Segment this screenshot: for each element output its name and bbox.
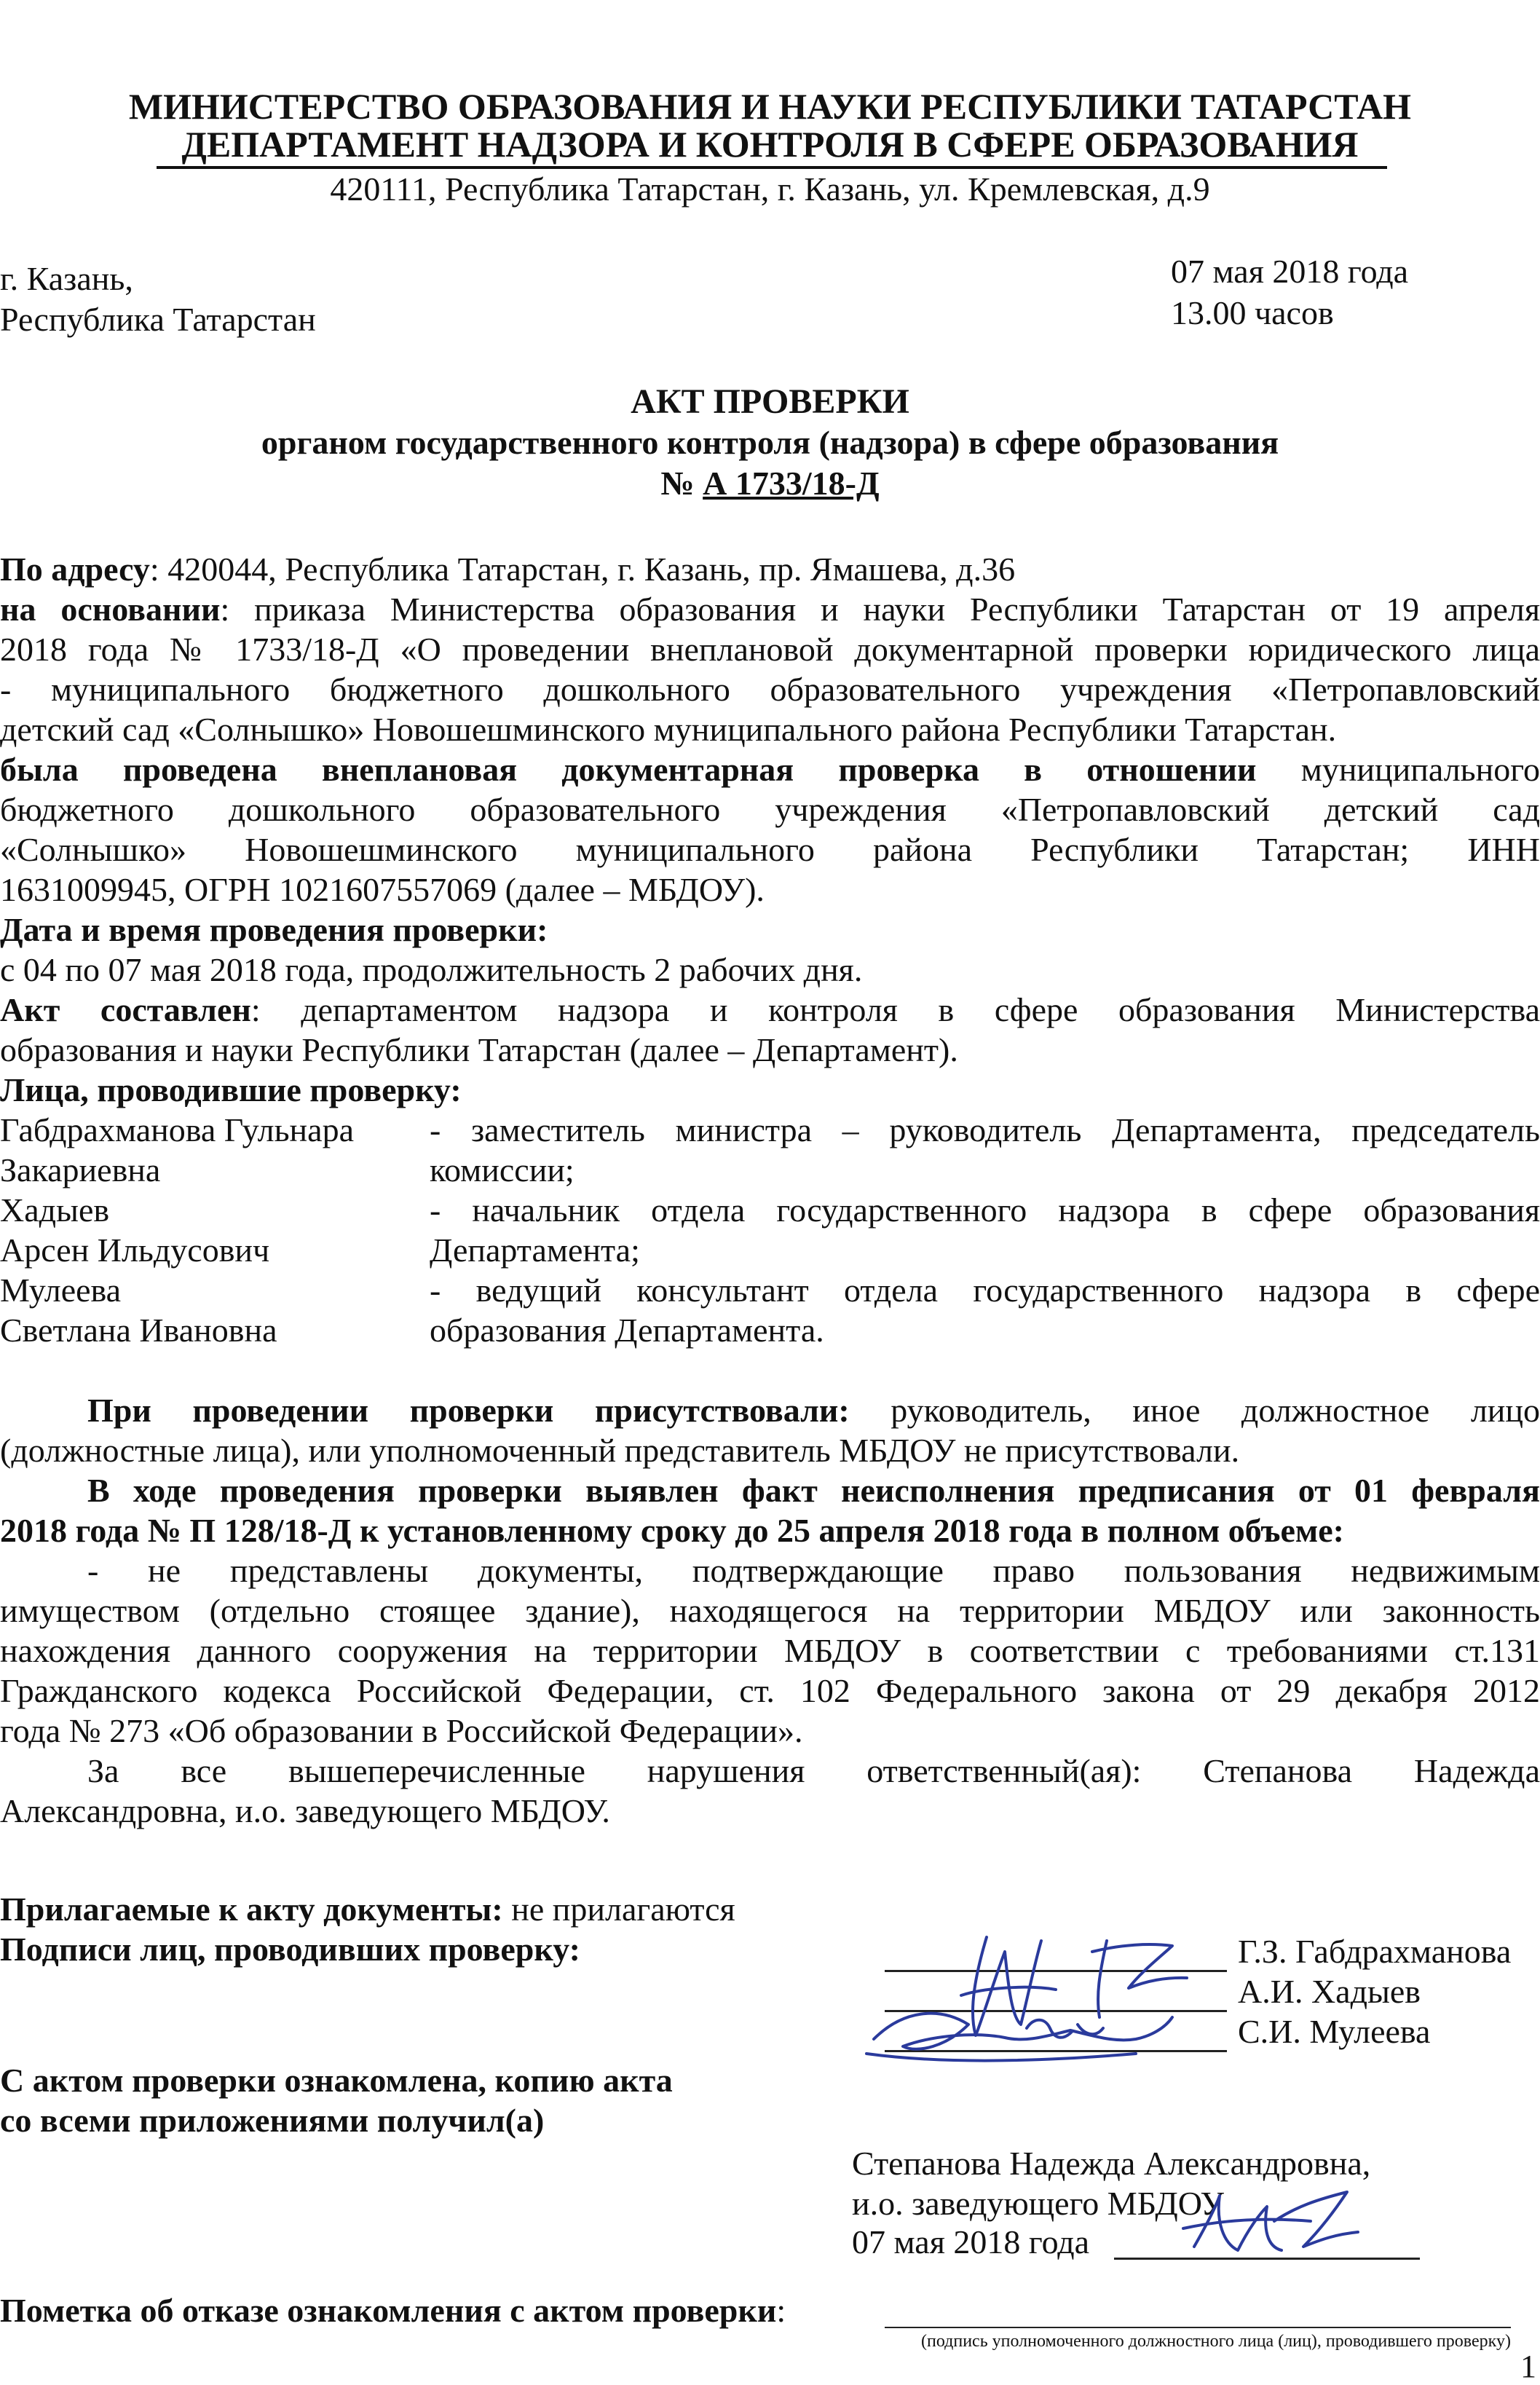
person-1-role-1: - заместитель министра – руководитель Департамента, председатель	[430, 1111, 1540, 1148]
person-3-role-2: образования Департамента.	[430, 1312, 824, 1349]
dates-value: с 04 по 07 мая 2018 года, продолжительность 2 рабочих дня.	[0, 951, 863, 988]
address-line: По адресу: 420044, Республика Татарстан, г. Казань, пр. Ямашева, д.36	[0, 551, 1016, 588]
acquainted-line-1: С актом проверки ознакомлена, копию акта	[0, 2062, 673, 2099]
place-city: г. Казань,	[0, 260, 133, 297]
violation-line-2: имуществом (отдельно стоящее здание), находящегося на территории МБДОУ или законность	[0, 1592, 1540, 1629]
violation-line-5: года № 273 «Об образовании в Российской Федерации».	[0, 1712, 803, 1749]
act-time: 13.00 часов	[1171, 294, 1334, 331]
ministry-title: МИНИСТЕРСТВО ОБРАЗОВАНИЯ И НАУКИ РЕСПУБЛИКИ ТАТАРСТАН	[128, 86, 1412, 127]
attachments-line: Прилагаемые к акту документы: не прилагаются	[0, 1891, 735, 1928]
recipient-signature	[1180, 2177, 1369, 2265]
header-address: 420111, Республика Татарстан, г. Казань, ул. Кремлевская, д.9	[330, 170, 1210, 208]
header-rule	[157, 166, 1387, 169]
person-3-role-1: - ведущий консультант отдела государственного надзора в сфере	[430, 1272, 1540, 1309]
violation-line-3: нахождения данного сооружения на территории МБДОУ в соответствии с требованиями ст.131	[0, 1632, 1540, 1669]
act-date: 07 мая 2018 года	[1171, 253, 1409, 290]
signature-caption: (подпись уполномоченного должностного лица (лиц), проводившего проверку)	[921, 2332, 1511, 2351]
dates-label: Дата и время проведения проверки:	[0, 911, 548, 948]
person-1-name-2: Закариевна	[0, 1151, 161, 1188]
recipient-name: Степанова Надежда Александровна,	[852, 2145, 1371, 2182]
inspector-signatures	[859, 1908, 1252, 2075]
violation-line-1: - не представлены документы, подтверждающие право пользования недвижимым	[87, 1552, 1540, 1589]
place-region: Республика Татарстан	[0, 301, 316, 338]
person-3-name-2: Светлана Ивановна	[0, 1312, 277, 1349]
refusal-label: Пометка об отказе ознакомления с актом проверки:	[0, 2292, 786, 2329]
signatures-label: Подписи лиц, проводивших проверку:	[0, 1931, 580, 1968]
person-2-role-1: - начальник отдела государственного надзора в сфере образования	[430, 1191, 1540, 1229]
present-line-1: При проведении проверки присутствовали: руководитель, иное должностное лицо	[87, 1392, 1540, 1429]
inspection-line-1: была проведена внеплановая документарная проверка в отношении муниципального	[0, 751, 1540, 788]
recipient-role: и.о. заведующего МБДОУ	[852, 2185, 1224, 2222]
person-2-role-2: Департамента;	[430, 1231, 640, 1269]
basis-line-2: 2018 года № 1733/18-Д «О проведении внеплановой документарной проверки юридического лица	[0, 631, 1540, 668]
violation-line-4: Гражданского кодекса Российской Федерации, ст. 102 Федерального закона от 29 декабря 2012	[0, 1672, 1540, 1709]
refusal-signature-line	[885, 2327, 1511, 2328]
act-title: АКТ ПРОВЕРКИ	[631, 382, 909, 421]
basis-line-4: детский сад «Солнышко» Новошешминского муниципального района Республики Татарстан.	[0, 711, 1337, 748]
basis-line-1: на основании: приказа Министерства образования и науки Республики Татарстан от 19 апреля	[0, 591, 1540, 628]
basis-line-3: - муниципального бюджетного дошкольного образовательного учреждения «Петропавловский	[0, 671, 1540, 708]
acquainted-line-2: со всеми приложениями получил(а)	[0, 2102, 545, 2139]
signer-1: Г.З. Габдрахманова	[1238, 1933, 1512, 1970]
page-number: 1	[1520, 2349, 1536, 2384]
person-2-name-1: Хадыев	[0, 1191, 110, 1229]
inspection-line-3: «Солнышко» Новошешминского муниципального района Республики Татарстан; ИНН	[0, 831, 1540, 868]
act-subtitle: органом государственного контроля (надзора) в сфере образования	[261, 424, 1279, 461]
finding-line-2: 2018 года № П 128/18-Д к установленному сроку до 25 апреля 2018 года в полном объеме:	[0, 1512, 1344, 1549]
person-1-name-1: Габдрахманова Гульнара	[0, 1111, 355, 1148]
responsible-line-2: Александровна, и.о. заведующего МБДОУ.	[0, 1792, 610, 1829]
signer-3: С.И. Мулеева	[1238, 2013, 1431, 2050]
person-3-name-1: Мулеева	[0, 1272, 122, 1309]
persons-label: Лица, проводившие проверку:	[0, 1071, 462, 1108]
finding-line-1: В ходе проведения проверки выявлен факт неисполнения предписания от 01 февраля	[87, 1472, 1540, 1509]
inspection-line-2: бюджетного дошкольного образовательного учреждения «Петропавловский детский сад	[0, 791, 1540, 828]
inspection-line-4: 1631009945, ОГРН 1021607557069 (далее – МБДОУ).	[0, 871, 765, 908]
act-number: № А 1733/18-Д	[660, 465, 880, 502]
person-2-name-2: Арсен Ильдусович	[0, 1231, 270, 1269]
recipient-date: 07 мая 2018 года	[852, 2223, 1090, 2260]
department-title: ДЕПАРТАМЕНТ НАДЗОРА И КОНТРОЛЯ В СФЕРЕ ОБРАЗОВАНИЯ	[181, 124, 1359, 165]
act-compiled-line-2: образования и науки Республики Татарстан (далее – Департамент).	[0, 1031, 958, 1068]
person-1-role-2: комиссии;	[430, 1151, 574, 1188]
present-line-2: (должностные лица), или уполномоченный представитель МБДОУ не присутствовали.	[0, 1432, 1240, 1469]
responsible-line-1: За все вышеперечисленные нарушения ответственный(ая): Степанова Надежда	[87, 1752, 1540, 1789]
signer-2: А.И. Хадыев	[1238, 1973, 1421, 2010]
act-compiled-line-1: Акт составлен: департаментом надзора и контроля в сфере образования Министерства	[0, 991, 1540, 1028]
